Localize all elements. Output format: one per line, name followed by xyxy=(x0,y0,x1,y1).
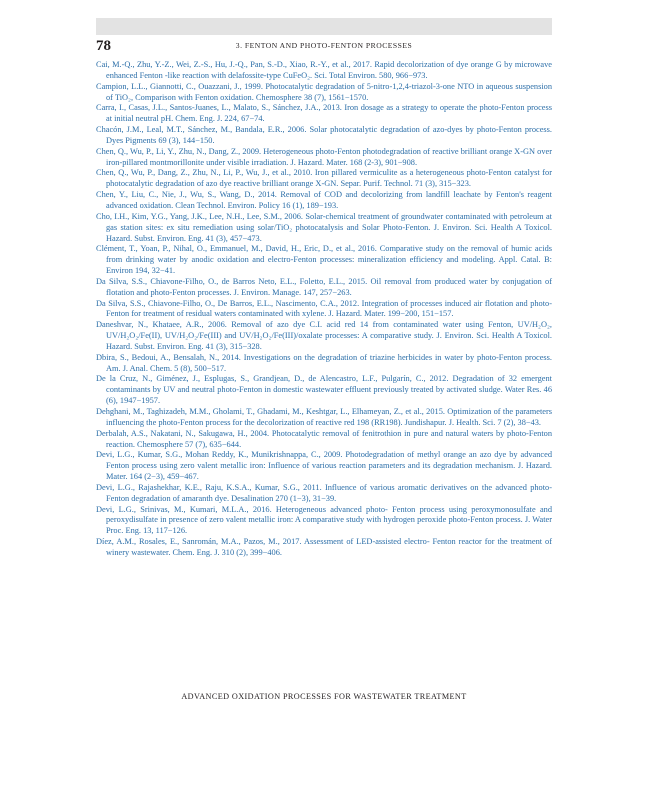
reference-item: Carra, I., Casas, J.L., Santos-Juanes, L., Malato, S., Sánchez, J.A., 2013. Iron dosage as a strategy to operate the photo-Fenton process at initial neutral pH. Chem. Eng. J. 224, 67−74. xyxy=(96,103,552,124)
reference-list xyxy=(96,60,552,559)
reference-item: Devi, L.G., Kumar, S.G., Mohan Reddy, K., Munikrishnappa, C., 2009. Photodegradation of methyl orange an azo dye by advanced Fenton process using zero valent metallic iron: Influence of various reaction parameters and its degradation mechanism. J. Hazard. Mater. 164 (2−3), 459−467. xyxy=(96,450,552,482)
header-bar xyxy=(96,18,552,35)
reference-item: Chacón, J.M., Leal, M.T., Sánchez, M., Bandala, E.R., 2006. Solar photocatalytic degradation of azo-dyes by photo-Fenton process. Dyes Pigments 69 (3), 144−150. xyxy=(96,125,552,145)
reference-item: Chen, Q., Wu, P., Dang, Z., Zhu, N., Li, P., Wu, J., et al., 2010. Iron pillared vermiculite as a heterogeneous photo-Fenton catalyst for photocatalytic degradation of azo dye reactive brilliant orange X-GN. Separ. Purif. Technol. 71 (3), 315−323. xyxy=(96,168,552,189)
running-head xyxy=(96,37,552,55)
reference-item: Clément, T., Yoan, P., Nihal, O., Emmanuel, M., David, H., Eric, D., et al., 2016. Comparative study on the removal of humic acids from drinking water by anodic oxidation and electro-Fenton processes: mineralization efficiency and modeling. Appl. Catal. B: Environ 194, 32−41. xyxy=(96,244,552,276)
reference-item: Dbira, S., Bedoui, A., Bensalah, N., 2014. Investigations on the degradation of triazine herbicides in water by photo-Fenton process. Am. J. Anal. Chem. 5 (8), 500−517. xyxy=(96,352,552,373)
reference-item: Da Silva, S.S., Chiavone-Filho, O., de Barros Neto, E.L., Foletto, E.L., 2015. Oil removal from produced water by conjugation of flotation and photo-Fenton processes. J. Environ. Manage. 147, 257−263. xyxy=(96,276,552,297)
reference-item: Campion, L.L., Giannotti, C., Ouazzani, J., 1999. Photocatalytic degradation of 5-nitro-1,2,4-triazol-3-one NTO in aqueous suspension of TiO₂, Comparison with Fenton oxidation. Chemosphere 38 (7), 1561−1570. xyxy=(96,81,552,102)
reference-item: Da Silva, S.S., Chiavone-Filho, O., De Barros, E.L., Nascimento, C.A., 2012. Integration of processes induced air flotation and photo-Fenton for treatment of residual waters contaminated with xylene. J. Hazard. Mater. 199−200, 151−157. xyxy=(96,298,552,319)
book-title-footer: ADVANCED OXIDATION PROCESSES FOR WASTEWATER TREATMENT xyxy=(181,692,467,701)
reference-item: De la Cruz, N., Giménez, J., Esplugas, S., Grandjean, D., de Alencastro, L.F., Pulgarín, C., 2012. Degradation of 32 emergent contaminants by UV and neutral photo-Fenton in domestic wastewater effluent previously treated by activated sludge. Water Res. 46 (6), 1947−1957. xyxy=(96,374,552,406)
reference-item: Chen, Q., Wu, P., Li, Y., Zhu, N., Dang, Z., 2009. Heterogeneous photo-Fenton photodegradation of reactive brilliant orange X-GN over iron-pillared montmorillonite under visible irradiation. J. Hazard. Mater. 168 (2-3), 901−908. xyxy=(96,146,552,167)
chapter-title: 3. FENTON AND PHOTO-FENTON PROCESSES xyxy=(235,41,413,50)
reference-item: Daneshvar, N., Khataee, A.R., 2006. Removal of azo dye C.I. acid red 14 from contaminated water using Fenton, UV/H₂O₂, UV/H₂O₂/Fe(II), UV/H₂O₂/Fe(III) and UV/H₂O₂/Fe(III)/oxalate processes: A comparative study. J. Environ. Sci. Health A Toxicol. Hazard. Subst. Environ. Eng. 41 (3), 315−328. xyxy=(96,320,552,351)
reference-item: Dehghani, M., Taghizadeh, M.M., Gholami, T., Ghadami, M., Keshtgar, L., Elhameyan, Z., et al., 2015. Optimization of the parameters influencing the photo-Fenton process for the decolorization of reactive red 198 (RR198). Jundishapur. J. Health. Sci. 7 (2), 38−43. xyxy=(96,407,552,427)
reference-item: Cai, M.-Q., Zhu, Y.-Z., Wei, Z.-S., Hu, J.-Q., Pan, S.-D., Xiao, R.-Y., et al., 2017. Rapid decolorization of dye orange G by microwave enhanced Fenton -like reaction with delafossite-type CuFeO₂. Sci. Total Environ. 580, 966−973. xyxy=(96,60,552,80)
page-number: 78 xyxy=(96,38,111,54)
reference-item: Devi, L.G., Rajashekhar, K.E., Raju, K.S.A., Kumar, S.G., 2011. Influence of various aromatic derivatives on the advanced photo-Fenton degradation of amaranth dye. Desalination 270 (1−3), 31−39. xyxy=(96,482,552,503)
reference-item: Chen, Y., Liu, C., Nie, J., Wu, S., Wang, D., 2014. Removal of COD and decolorizing from landfill leachate by Fenton's reagent advanced oxidation. Clean Technol. Environ. Policy 16 (1), 189−193. xyxy=(96,190,552,210)
reference-item: Cho, I.H., Kim, Y.G., Yang, J.K., Lee, N.H., Lee, S.M., 2006. Solar-chemical treatment of groundwater contaminated with petroleum at gas station sites: ex situ remediation using solar/TiO₂ photocatalysis and Solar Photo-Fenton. J. Environ. Sci. Health A Toxicol. Hazard. Subst. Environ. Eng. 41 (3), 457−473. xyxy=(96,211,552,243)
reference-item: Devi, L.G., Srinivas, M., Kumari, M.L.A., 2016. Heterogeneous advanced photo- Fenton process using peroxymonosulfate and peroxydisulfate in presence of zero valent metallic iron: A comparative study with hydrogen peroxide photo-Fenton process. J. Water Proc. Eng. 13, 117−126. xyxy=(96,504,552,536)
reference-item: Derbalah, A.S., Nakatani, N., Sakugawa, H., 2004. Photocatalytic removal of fenitrothion in pure and natural waters by photo-Fenton reaction. Chemosphere 57 (7), 635−644. xyxy=(96,428,552,449)
reference-item: Díez, A.M., Rosales, E., Sanromán, M.A., Pazos, M., 2017. Assessment of LED-assisted electro- Fenton reactor for the treatment of winery wastewater. Chem. Eng. J. 310 (2), 399−406. xyxy=(96,537,552,557)
